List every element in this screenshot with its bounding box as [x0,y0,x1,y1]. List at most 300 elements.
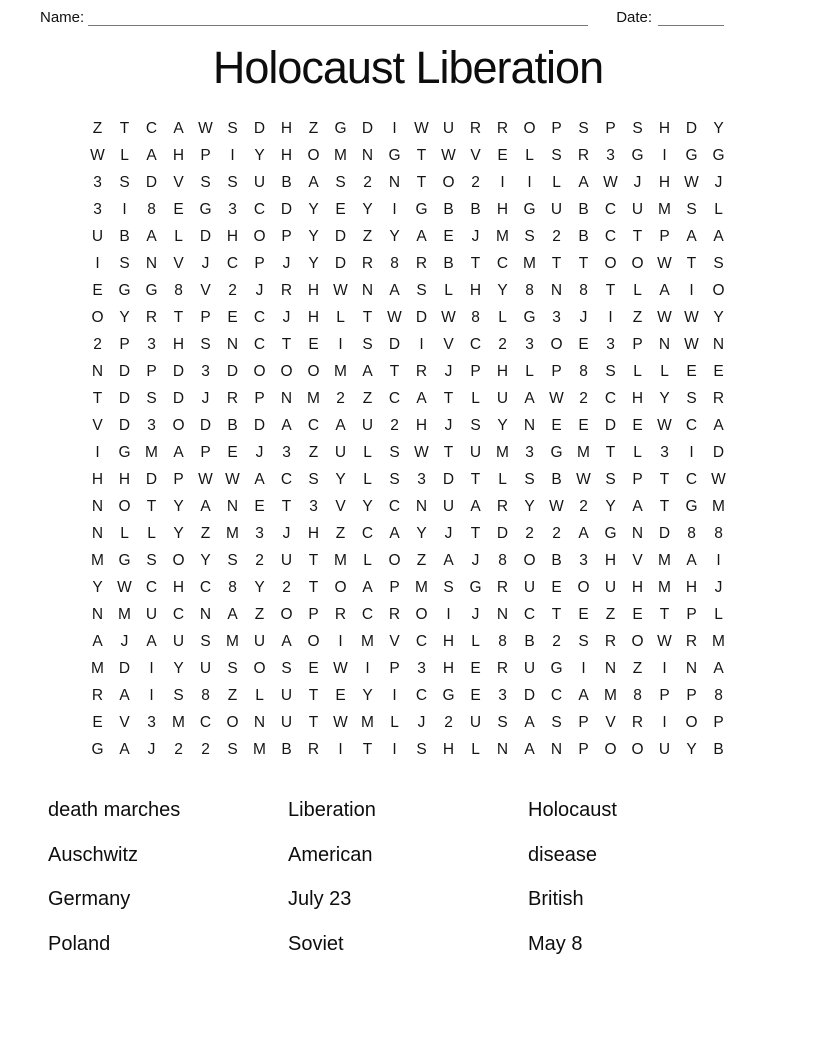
grid-cell: A [389,524,400,542]
grid-cell: E [335,200,346,218]
grid-cell: S [443,578,454,596]
grid-cell: D [415,308,428,326]
grid-cell: P [686,605,697,623]
grid-cell: E [254,497,265,515]
grid-cell: O [712,281,725,299]
grid-cell: N [226,335,239,353]
grid-cell: N [496,740,509,758]
grid-cell: U [496,389,509,407]
word-bank-column [48,788,288,966]
grid-cell: T [146,497,157,515]
grid-cell: A [416,227,427,245]
grid-cell: G [631,146,644,164]
grid-cell: W [711,470,726,488]
grid-cell: L [633,362,642,380]
grid-cell: M [226,632,239,650]
grid-cell: O [226,713,239,731]
grid-cell: W [684,308,699,326]
grid-cell: 8 [147,200,156,218]
grid-cell: W [225,470,240,488]
grid-cell: H [118,470,131,488]
grid-cell: I [392,119,397,137]
word-bank-item: British [528,888,584,910]
grid-cell: B [443,200,454,218]
grid-cell: I [527,173,532,191]
grid-cell: S [146,389,157,407]
grid-cell: G [469,578,482,596]
grid-cell: J [444,362,453,380]
grid-cell: 3 [147,713,156,731]
grid-cell: G [604,524,617,542]
grid-cell: U [523,659,536,677]
grid-cell: U [280,713,293,731]
grid-cell: H [172,578,185,596]
grid-cell: I [500,173,505,191]
grid-cell: A [335,416,346,434]
grid-cell: T [173,308,184,326]
grid-cell: U [442,497,455,515]
grid-cell: A [524,713,535,731]
grid-cell: E [713,362,724,380]
grid-cell: G [388,146,401,164]
grid-cell: D [280,200,293,218]
grid-cell: S [416,281,427,299]
grid-cell: N [199,605,212,623]
grid-cell: 3 [606,146,615,164]
grid-cell: P [146,362,157,380]
grid-cell: J [471,227,480,245]
grid-cell: R [496,497,509,515]
grid-cell: B [281,173,292,191]
grid-cell: T [470,524,481,542]
grid-cell: C [307,416,320,434]
grid-cell: H [442,632,455,650]
grid-cell: N [658,335,671,353]
grid-cell: L [633,281,642,299]
grid-cell: 3 [93,200,102,218]
grid-cell: C [361,524,374,542]
grid-cell: Y [173,659,184,677]
grid-cell: Z [92,119,103,137]
grid-cell: U [172,632,185,650]
grid-cell: H [631,389,644,407]
grid-cell: R [604,632,617,650]
grid-cell: T [443,389,454,407]
grid-cell: A [146,227,157,245]
grid-cell: U [469,713,482,731]
grid-cell: 3 [147,335,156,353]
grid-cell: 3 [498,686,507,704]
grid-cell: P [632,335,643,353]
grid-cell: E [308,659,319,677]
grid-cell: 8 [201,686,210,704]
grid-cell: S [146,551,157,569]
grid-cell: M [145,443,158,461]
grid-cell: E [632,605,643,623]
grid-cell: C [496,254,509,272]
grid-cell: J [444,524,453,542]
grid-cell: 3 [93,173,102,191]
grid-cell: Y [308,227,319,245]
grid-cell: A [524,389,535,407]
grid-cell: M [226,524,239,542]
grid-cell: W [117,578,132,596]
grid-cell: O [631,254,644,272]
grid-cell: L [255,686,264,704]
grid-cell: A [92,632,103,650]
grid-cell: O [280,362,293,380]
grid-cell: P [659,227,670,245]
grid-cell: J [147,740,156,758]
grid-cell: P [551,362,562,380]
grid-cell: N [523,416,536,434]
word-bank-item: May 8 [528,932,583,955]
grid-cell: E [470,686,481,704]
grid-cell: N [91,497,104,515]
grid-cell: 3 [255,524,264,542]
word-bank-item: death marches [48,799,181,821]
grid-cell: V [200,281,211,299]
grid-cell: L [147,524,156,542]
grid-cell: I [716,551,721,569]
grid-cell: B [551,551,562,569]
grid-cell: Y [200,551,211,569]
grid-cell: P [254,389,265,407]
grid-cell: D [253,416,266,434]
grid-cell: O [91,308,104,326]
grid-cell: S [119,173,130,191]
grid-cell: S [578,119,589,137]
grid-cell: W [333,281,348,299]
grid-cell: H [91,470,104,488]
grid-cell: A [686,551,697,569]
grid-cell: E [551,416,562,434]
word-bank-item: Poland [48,932,111,955]
word-bank-item: Holocaust [528,799,617,821]
grid-cell: E [92,281,103,299]
grid-cell: C [415,632,428,650]
grid-cell: S [686,200,697,218]
grid-cell: R [496,578,509,596]
grid-cell: C [685,470,698,488]
grid-cell: T [308,578,319,596]
grid-cell: D [172,362,185,380]
grid-cell: A [362,362,373,380]
grid-cell: O [118,497,131,515]
grid-cell: T [308,686,319,704]
grid-cell: U [631,200,644,218]
grid-cell: J [201,389,210,407]
grid-cell: I [230,146,235,164]
grid-cell: O [253,362,266,380]
grid-cell: 2 [363,173,372,191]
grid-cell: O [172,551,185,569]
grid-cell: Y [254,578,265,596]
grid-cell: G [145,281,158,299]
grid-cell: G [118,443,131,461]
grid-cell: J [255,281,264,299]
grid-cell: D [253,119,266,137]
grid-cell: A [254,470,265,488]
grid-cell: W [549,497,564,515]
grid-cell: N [496,605,509,623]
grid-cell: H [307,524,320,542]
grid-cell: D [118,389,131,407]
grid-cell: J [255,443,264,461]
grid-cell: I [95,254,100,272]
grid-cell: A [578,173,589,191]
grid-cell: D [334,254,347,272]
grid-cell: W [657,308,672,326]
grid-cell: S [227,119,238,137]
grid-cell: T [605,443,616,461]
grid-cell: J [714,173,723,191]
grid-cell: L [444,281,453,299]
grid-cell: E [551,578,562,596]
grid-cell: T [389,362,400,380]
grid-cell: E [443,227,454,245]
grid-cell: H [685,578,698,596]
grid-cell: O [631,632,644,650]
grid-cell: 2 [174,740,183,758]
grid-cell: 3 [525,443,534,461]
grid-cell: Y [389,227,400,245]
grid-cell: Y [362,686,373,704]
grid-cell: I [149,659,154,677]
grid-cell: J [714,578,723,596]
grid-cell: Y [119,308,130,326]
grid-cell: T [119,119,130,137]
grid-cell: T [362,308,373,326]
grid-cell: A [443,551,454,569]
grid-cell: D [118,659,131,677]
grid-cell: W [684,335,699,353]
grid-cell: S [227,173,238,191]
grid-cell: A [173,443,184,461]
grid-cell: W [414,443,429,461]
grid-cell: P [632,470,643,488]
grid-cell: 2 [579,389,588,407]
grid-cell: D [334,227,347,245]
grid-cell: G [415,200,428,218]
grid-cell: Y [686,740,697,758]
grid-cell: U [253,632,266,650]
grid-cell: T [605,281,616,299]
grid-cell: S [281,659,292,677]
grid-cell: I [662,713,667,731]
grid-cell: O [604,740,617,758]
grid-cell: T [92,389,103,407]
grid-cell: V [92,416,103,434]
word-bank-item: July 23 [288,888,352,910]
grid-cell: U [280,686,293,704]
grid-cell: E [578,335,589,353]
grid-cell: M [712,632,725,650]
grid-cell: C [253,308,266,326]
grid-cell: I [608,308,613,326]
grid-cell: A [227,605,238,623]
grid-cell: 2 [552,524,561,542]
grid-cell: Y [362,497,373,515]
grid-cell: S [362,335,373,353]
grid-cell: N [685,659,698,677]
grid-cell: O [307,632,320,650]
grid-cell: 3 [579,551,588,569]
grid-cell: Z [335,524,346,542]
grid-cell: P [659,686,670,704]
grid-cell: J [417,713,426,731]
grid-cell: G [685,497,698,515]
grid-cell: J [579,308,588,326]
grid-cell: D [145,173,158,191]
grid-cell: M [658,551,671,569]
grid-cell: N [550,281,563,299]
grid-cell: H [496,362,509,380]
grid-cell: M [334,146,347,164]
grid-cell: T [470,470,481,488]
grid-cell: S [200,173,211,191]
grid-cell: 3 [417,659,426,677]
grid-cell: L [498,308,507,326]
grid-cell: A [578,524,589,542]
grid-cell: E [578,605,589,623]
grid-cell: O [388,551,401,569]
grid-cell: 3 [201,362,210,380]
grid-cell: S [713,254,724,272]
name-label: Name: [40,9,85,26]
grid-cell: B [443,254,454,272]
word-search-grid [84,115,732,763]
grid-cell: L [525,146,534,164]
grid-cell: C [280,470,293,488]
grid-cell: D [361,119,374,137]
grid-cell: W [198,470,213,488]
grid-cell: S [308,470,319,488]
grid-cell: 8 [687,524,696,542]
grid-cell: R [496,119,509,137]
grid-cell: O [550,335,563,353]
grid-cell: C [253,200,266,218]
grid-cell: W [441,308,456,326]
grid-cell: J [471,551,480,569]
grid-cell: I [446,605,451,623]
grid-cell: 2 [201,740,210,758]
grid-cell: S [119,254,130,272]
grid-cell: N [91,362,104,380]
grid-cell: S [551,146,562,164]
grid-cell: M [253,740,266,758]
grid-cell: A [146,632,157,650]
grid-cell: D [145,470,158,488]
grid-cell: E [92,713,103,731]
grid-cell: D [199,227,212,245]
word-bank-item: American [288,843,373,866]
grid-cell: U [280,551,293,569]
grid-cell: 8 [714,686,723,704]
grid-cell: E [227,308,238,326]
grid-cell: S [227,740,238,758]
grid-cell: T [686,254,697,272]
grid-cell: C [361,605,374,623]
word-bank-item: Germany [48,888,131,910]
grid-cell: N [226,497,239,515]
grid-cell: H [658,119,671,137]
grid-cell: L [390,713,399,731]
grid-cell: Y [605,497,616,515]
grid-cell: H [172,335,185,353]
grid-cell: C [199,713,212,731]
grid-cell: T [416,173,427,191]
grid-cell: L [363,443,372,461]
grid-cell: T [443,443,454,461]
word-bank-column [528,788,768,966]
grid-cell: C [388,497,401,515]
grid-cell: G [550,443,563,461]
grid-cell: D [496,524,509,542]
grid-cell: V [389,632,400,650]
grid-cell: U [334,443,347,461]
grid-cell: R [415,362,428,380]
grid-cell: H [631,578,644,596]
grid-cell: P [200,146,211,164]
date-label: Date: [616,9,653,26]
grid-cell: P [281,227,292,245]
grid-cell: R [388,605,401,623]
grid-cell: C [415,686,428,704]
grid-cell: E [497,146,508,164]
grid-cell: U [442,119,455,137]
grid-cell: N [145,254,158,272]
grid-cell: P [200,308,211,326]
grid-cell: 2 [579,497,588,515]
grid-cell: B [551,470,562,488]
grid-cell: L [471,389,480,407]
grid-cell: I [338,740,343,758]
grid-cell: M [334,362,347,380]
grid-cell: B [713,740,724,758]
grid-cell: P [389,578,400,596]
grid-cell: O [253,659,266,677]
grid-cell: Z [254,605,265,623]
grid-cell: T [281,335,292,353]
grid-cell: M [361,713,374,731]
grid-cell: W [333,713,348,731]
grid-cell: A [308,173,319,191]
grid-cell: Y [92,578,103,596]
word-bank-item: Liberation [288,799,376,821]
grid-cell: N [91,605,104,623]
grid-cell: M [307,389,320,407]
grid-cell: L [120,146,129,164]
grid-cell: 3 [417,470,426,488]
name-blank-line [88,9,588,26]
grid-cell: 2 [282,578,291,596]
grid-cell: E [335,686,346,704]
grid-cell: S [335,173,346,191]
grid-cell: Y [713,119,724,137]
grid-cell: Z [605,605,616,623]
grid-cell: N [361,281,374,299]
grid-cell: L [471,632,480,650]
grid-cell: M [118,605,131,623]
grid-cell: W [198,119,213,137]
grid-cell: P [713,713,724,731]
grid-cell: B [578,200,589,218]
grid-cell: S [416,740,427,758]
grid-cell: Y [308,200,319,218]
grid-cell: S [551,713,562,731]
grid-cell: Z [308,119,319,137]
